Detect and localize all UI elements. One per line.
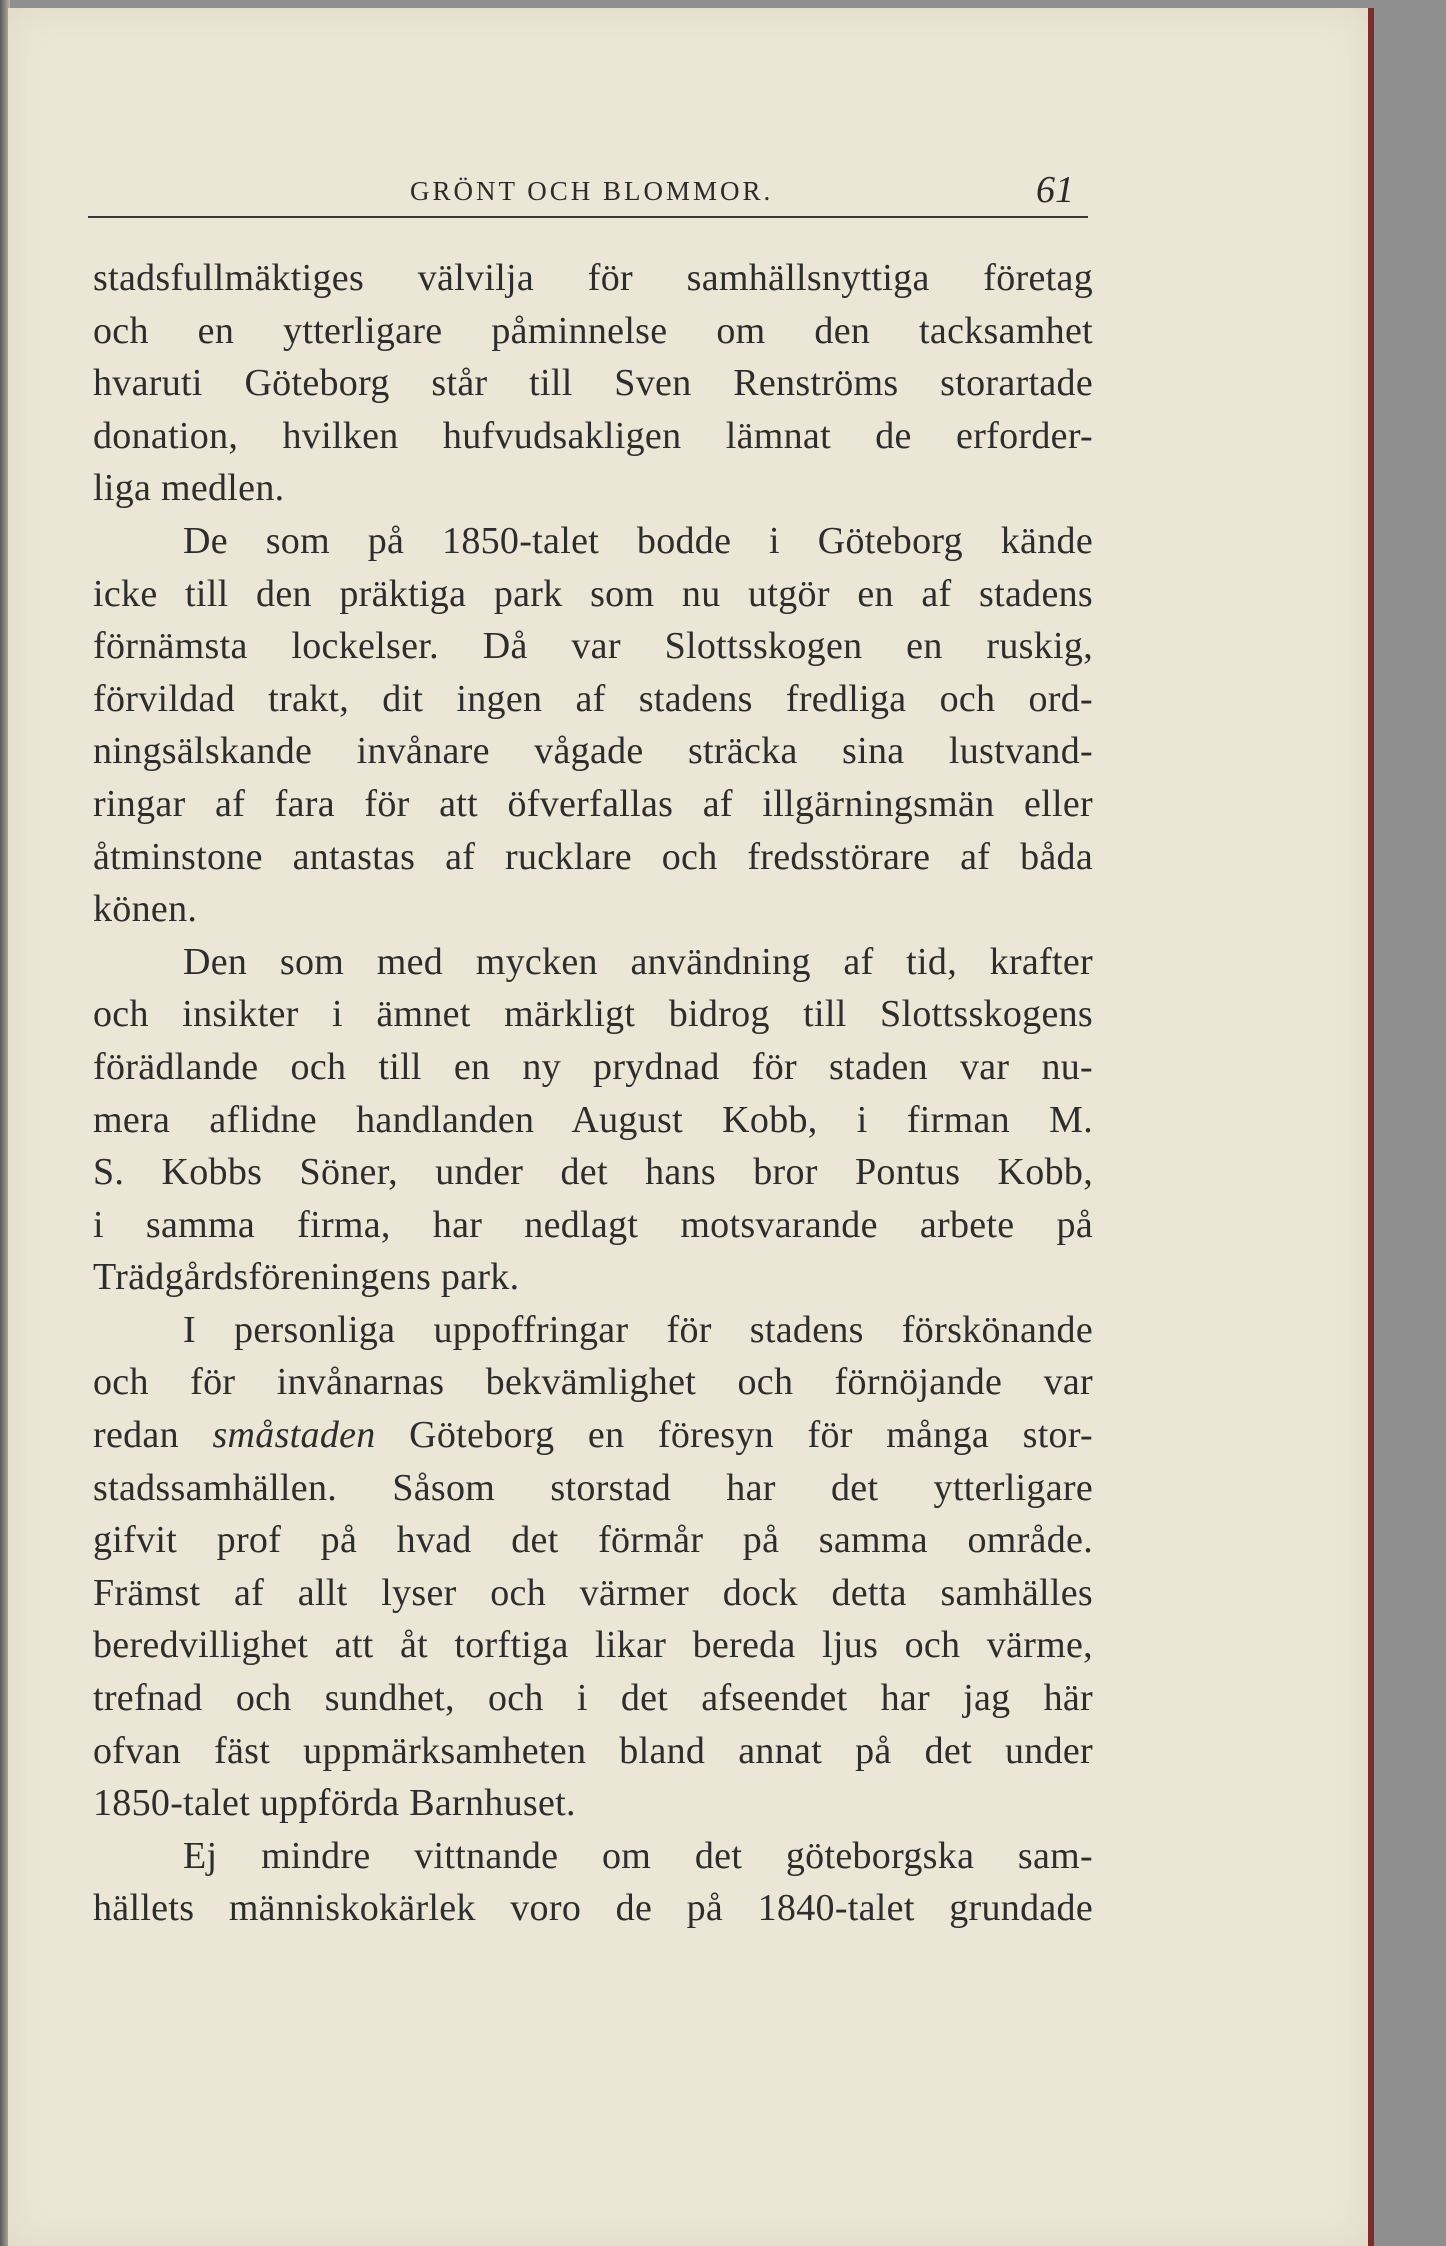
- text-line: ningsälskande invånare vågade sträcka sina lustvand-: [93, 730, 1093, 773]
- text-line: stadsfullmäktiges välvilja för samhällsnyttiga företag: [93, 257, 1093, 299]
- text-line: ofvan fäst uppmärksamheten bland annat på det under: [93, 1729, 1093, 1772]
- text-line: åtminstone antastas af rucklare och fredsstörare af båda: [93, 835, 1093, 878]
- page-header: [88, 169, 1088, 218]
- text-line: Trädgårdsföreningens park.: [93, 1256, 520, 1299]
- text-line: könen.: [93, 888, 198, 931]
- text-line-with-italic: [93, 1409, 1093, 1462]
- text-line: S. Kobbs Söner, under det hans bror Pontus Kobb,: [93, 1151, 1093, 1194]
- text-line: förvildad trakt, dit ingen af stadens fredliga och ord-: [93, 677, 1093, 720]
- body-text: [93, 252, 1093, 1935]
- text-line: förnämsta lockelser. Då var Slottsskogen en ruskig,: [93, 625, 1093, 668]
- page-number: 61: [1036, 169, 1074, 211]
- paragraph-start-line: De som på 1850-talet bodde i Göteborg kände: [183, 519, 1093, 562]
- text-line: icke till den präktiga park som nu utgör en af stadens: [93, 572, 1093, 615]
- text-line: 1850-talet uppförda Barnhuset.: [93, 1782, 576, 1825]
- text-line: liga medlen.: [93, 467, 285, 510]
- paragraph-start-line: I personliga uppoffringar för stadens förskönande: [183, 1308, 1093, 1351]
- text-line: och en ytterligare påminnelse om den tacksamhet: [93, 309, 1093, 352]
- text-line: i samma firma, har nedlagt motsvarande arbete på: [93, 1203, 1093, 1246]
- italic-word: småstaden: [212, 1414, 376, 1457]
- text-line: förädlande och till en ny prydnad för staden var nu-: [93, 1045, 1093, 1088]
- paragraph-start-line: Ej mindre vittnande om det göteborgska sam-: [183, 1834, 1093, 1877]
- book-page: [8, 8, 1374, 2246]
- paragraph-start-line: Den som med mycken användning af tid, krafter: [183, 940, 1093, 983]
- text-line: och för invånarnas bekvämlighet och förnöjande var: [93, 1361, 1093, 1404]
- text-line: mera aflidne handlanden August Kobb, i firman M.: [93, 1098, 1093, 1141]
- text-line: och insikter i ämnet märkligt bidrog till Slottsskogens: [93, 993, 1093, 1036]
- text-segment: Göteborg en föresyn för många stor-: [375, 1414, 1093, 1457]
- text-line: trefnad och sundhet, och i det afseendet har jag här: [93, 1677, 1093, 1720]
- text-segment: redan: [93, 1414, 213, 1457]
- text-line: hvaruti Göteborg står till Sven Renströms storartade: [93, 362, 1093, 405]
- running-title: GRÖNT OCH BLOMMOR.: [410, 176, 774, 206]
- text-line: hällets människokärlek voro de på 1840-talet grundade: [93, 1887, 1093, 1930]
- text-line: donation, hvilken hufvudsakligen lämnat de erforder-: [93, 414, 1093, 457]
- text-line: gifvit prof på hvad det förmår på samma område.: [93, 1519, 1093, 1562]
- text-line: Främst af allt lyser och värmer dock detta samhälles: [93, 1571, 1093, 1614]
- text-line: beredvillighet att åt torftiga likar bereda ljus och värme,: [93, 1624, 1093, 1667]
- text-line: ringar af fara för att öfverfallas af illgärningsmän eller: [93, 782, 1093, 825]
- text-line: stadssamhällen. Såsom storstad har det ytterligare: [93, 1466, 1093, 1509]
